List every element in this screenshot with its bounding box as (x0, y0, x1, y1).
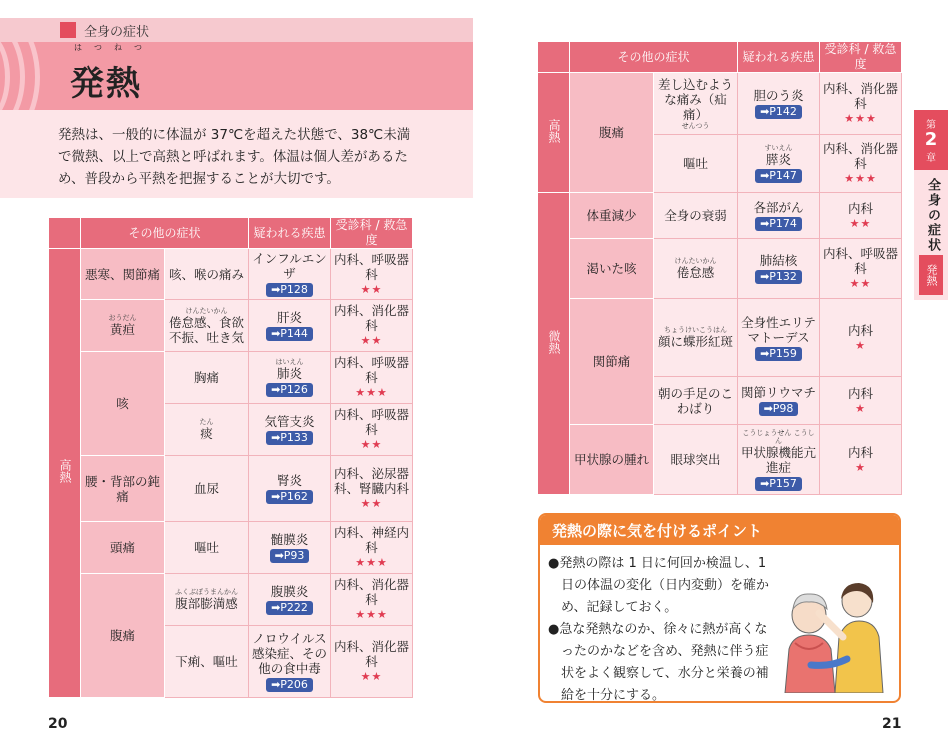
urgency-stars: ★★ (849, 216, 872, 230)
disease-cell: 各部がん ➡P174 (738, 193, 820, 239)
page-ref: ➡P93 (270, 549, 310, 563)
page-number-left: 20 (48, 716, 68, 732)
page-ref: ➡P133 (266, 431, 313, 445)
tips-list (548, 553, 776, 703)
symptom-secondary: 胸痛 (165, 352, 249, 404)
symptom-primary: 腹痛 (81, 574, 165, 698)
page-title: 発熱 (70, 64, 142, 104)
urgency-stars: ★★ (360, 282, 383, 296)
urgency-stars: ★ (855, 338, 866, 352)
disease-cell: 関節リウマチ ➡P98 (738, 377, 820, 425)
disease-cell: 肝炎 ➡P144 (249, 300, 331, 352)
header-disease: 疑われる疾患 (738, 42, 820, 73)
right-symptom-table (537, 41, 902, 495)
tips-item: ●急な発熱なのか、徐々に熱が高くなったのかなどを含め、発熱に伴う症状をよく観察して、水分と栄養の補給を十分にする。 (548, 622, 769, 703)
dept-cell: 内科、神経内科 ★★★ (331, 522, 413, 574)
urgency-stars: ★★ (849, 277, 872, 290)
page-ref: ➡P142 (755, 105, 802, 119)
title-band (0, 42, 473, 110)
section-label: 全身の症状 (84, 25, 150, 40)
urgency-stars: ★★ (360, 497, 383, 510)
chapter-number-block: 第 2 章 (914, 110, 948, 170)
symptom-secondary: 嘔吐 (165, 522, 249, 574)
caregiver-illustration (771, 575, 891, 693)
dept-cell: 内科 ★ (820, 425, 902, 495)
page-number-right: 21 (882, 716, 902, 732)
tips-item: ●発熱の際は 1 日に何回か検温し、1 日の体温の変化（日内変動）を確かめ、記録しておく。 (548, 556, 770, 615)
dept-cell: 内科、消化器科 ★★★ (331, 574, 413, 626)
page-ref: ➡P174 (755, 217, 802, 231)
dept-cell: 内科 ★★ (820, 193, 902, 239)
chapter-sub-badge: 発熱 (919, 255, 943, 295)
symptom-primary: 悪寒、関節痛 (81, 249, 165, 300)
disease-cell: すいえん 膵炎 ➡P147 (738, 135, 820, 193)
dept-cell: 内科 ★ (820, 377, 902, 425)
intro-box (0, 110, 473, 198)
title-ruby: はつねつ (74, 43, 154, 52)
dept-cell: 内科、泌尿器科、腎臓内科 ★★ (331, 456, 413, 522)
section-marker (60, 22, 76, 38)
header-symptoms: その他の症状 (81, 218, 249, 249)
disease-cell: 気管支炎 ➡P133 (249, 404, 331, 456)
dept-cell: 内科 ★ (820, 299, 902, 377)
urgency-stars: ★★★ (355, 386, 388, 399)
page-ref: ➡P159 (755, 347, 802, 361)
dept-cell: 内科、呼吸器科 ★★ (331, 249, 413, 300)
dept-cell: 内科、呼吸器科 ★★ (820, 239, 902, 299)
header-dept: 受診科 / 救急度 (820, 42, 902, 73)
disease-cell: 全身性エリテマトーデス ➡P159 (738, 299, 820, 377)
disease-cell: こうじょうせん こうしん 甲状腺機能亢進症 ➡P157 (738, 425, 820, 495)
page-ref: ➡P222 (266, 601, 313, 615)
urgency-stars: ★★★ (355, 608, 388, 621)
page-ref: ➡P128 (266, 283, 313, 297)
symptom-secondary: 朝の手足のこわばり (654, 377, 738, 425)
symptom-primary: 腰・背部の鈍痛 (81, 456, 165, 522)
page-ref: ➡P126 (266, 383, 313, 397)
dept-cell: 内科、消化器科 ★★★ (820, 135, 902, 193)
symptom-primary: 頭痛 (81, 522, 165, 574)
symptom-secondary: ちょうけいこうはん 顔に蝶形紅斑 (654, 299, 738, 377)
symptom-secondary: 全身の衰弱 (654, 193, 738, 239)
symptom-primary: 体重減少 (570, 193, 654, 239)
left-symptom-table (48, 217, 413, 698)
symptom-secondary: 眼球突出 (654, 425, 738, 495)
group-label: 微熱 (538, 193, 570, 495)
disease-cell: 腎炎 ➡P162 (249, 456, 331, 522)
page-ref: ➡P144 (266, 327, 313, 341)
symptom-primary: おうだん 黄疸 (81, 300, 165, 352)
page-ref: ➡P206 (266, 678, 313, 692)
urgency-stars: ★★★ (844, 112, 877, 125)
urgency-stars: ★★ (360, 670, 383, 683)
page-ref: ➡P132 (755, 270, 802, 284)
symptom-secondary: 血尿 (165, 456, 249, 522)
urgency-stars: ★★★ (844, 172, 877, 185)
dept-cell: 内科、呼吸器科 ★★ (331, 404, 413, 456)
header-dept: 受診科 / 救急度 (331, 218, 413, 249)
header-corner (538, 42, 570, 73)
group-label: 高熱 (538, 73, 570, 193)
symptom-secondary: ふくぶぼうまんかん 腹部膨満感 (165, 574, 249, 626)
dept-cell: 内科、消化器科 ★★★ (820, 73, 902, 135)
symptom-secondary: けんたいかん 倦怠感、食欲不振、吐き気 (165, 300, 249, 352)
urgency-stars: ★ (855, 401, 866, 415)
symptom-secondary: 差し込むような痛み（疝痛） せんつう (654, 73, 738, 135)
urgency-stars: ★★ (360, 438, 383, 451)
symptom-primary: 関節痛 (570, 299, 654, 425)
symptom-secondary: 嘔吐 (654, 135, 738, 193)
symptom-secondary: 咳、喉の痛み (165, 249, 249, 300)
symptom-primary: 腹痛 (570, 73, 654, 193)
page-ref: ➡P157 (755, 477, 802, 491)
urgency-stars: ★★★ (355, 556, 388, 569)
header-disease: 疑われる疾患 (249, 218, 331, 249)
disease-cell: 髄膜炎 ➡P93 (249, 522, 331, 574)
dept-cell: 内科、消化器科 ★★ (331, 300, 413, 352)
symptom-primary: 渇いた咳 (570, 239, 654, 299)
disease-cell: インフルエンザ ➡P128 (249, 249, 331, 300)
section-tab (0, 18, 473, 42)
symptom-secondary: けんたいかん 倦怠感 (654, 239, 738, 299)
page-ref: ➡P147 (755, 169, 802, 183)
tips-title: 発熱の際に気を付けるポイント (540, 515, 899, 545)
symptom-primary: 咳 (81, 352, 165, 456)
chapter-tab (914, 110, 948, 300)
urgency-stars: ★★ (360, 334, 383, 347)
symptom-secondary: 下痢、嘔吐 (165, 626, 249, 698)
disease-cell: 肺結核 ➡P132 (738, 239, 820, 299)
symptom-primary: 甲状腺の腫れ (570, 425, 654, 495)
symptom-secondary: たん 痰 (165, 404, 249, 456)
header-symptoms: その他の症状 (570, 42, 738, 73)
page-ref: ➡P98 (759, 402, 799, 416)
intro-text: 発熱は、一般的に体温が 37℃を超えた状態で、38℃未満で微熱、以上で高熱と呼ばれます。体温は個人差があるため、普段から平熱を把握することが大切です。 (58, 127, 411, 187)
disease-cell: 腹膜炎 ➡P222 (249, 574, 331, 626)
chapter-title: 全身の症状 (925, 178, 940, 253)
dept-cell: 内科、消化器科 ★★ (331, 626, 413, 698)
dept-cell: 内科、呼吸器科 ★★★ (331, 352, 413, 404)
header-corner (49, 218, 81, 249)
urgency-stars: ★ (855, 460, 866, 474)
disease-cell: 胆のう炎 ➡P142 (738, 73, 820, 135)
group-label: 高熱 (49, 249, 81, 698)
disease-cell: ノロウイルス感染症、その他の食中毒 ➡P206 (249, 626, 331, 698)
disease-cell: はいえん 肺炎 ➡P126 (249, 352, 331, 404)
page-ref: ➡P162 (266, 490, 313, 504)
tips-box (538, 513, 901, 703)
